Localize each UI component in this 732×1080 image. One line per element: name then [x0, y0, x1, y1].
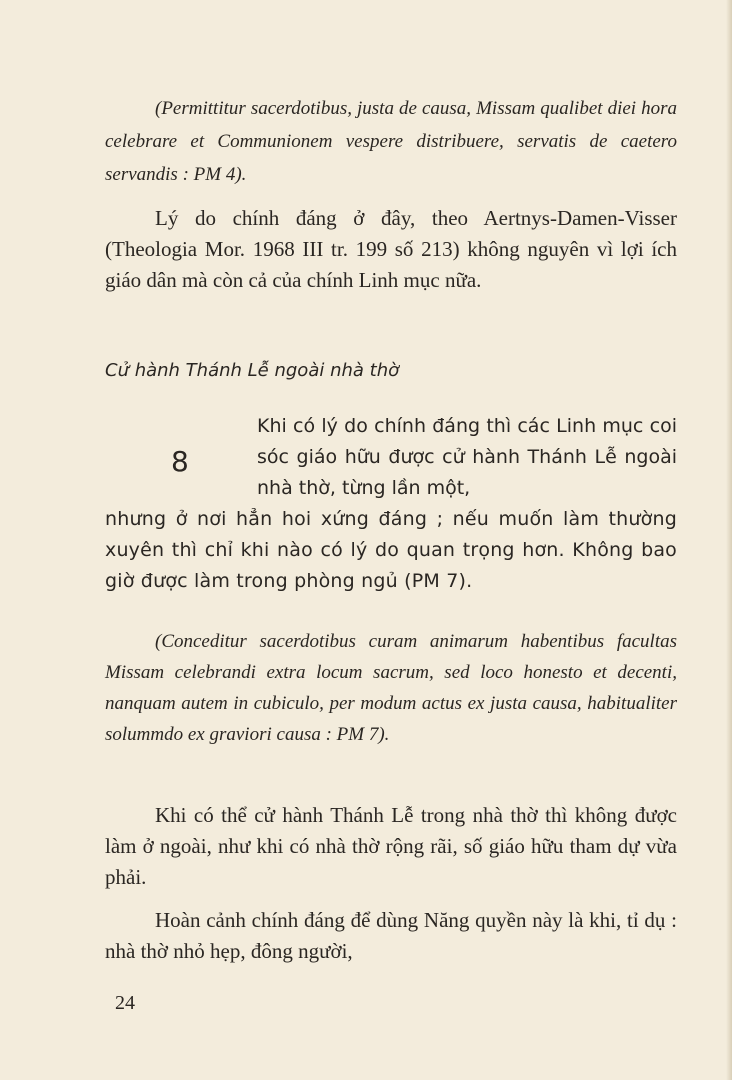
latin-quote-pm7: (Conceditur sacerdotibus curam animarum habentibus facultas Missam celebrandi extra locum sacrum, sed loco honesto et decenti, nanquam autem in cubiculo, per modum actus ex justa causa, habitualiter solummdo ex graviori causa : PM 7).	[105, 631, 677, 745]
page-edge-shadow	[726, 0, 732, 1080]
page-number: 24	[115, 992, 135, 1014]
paragraph-reason: Lý do chính đáng ở đây, theo Aertnys-Damen-Visser (Theologia Mor. 1968 III tr. 199 số 213) không nguyên vì lợi ích giáo dân mà còn cả của chính Linh mục nữa.	[105, 206, 677, 292]
section-rest-text: nhưng ở nơi hẳn hoi xứng đáng ; nếu muốn làm thường xuyên thì chỉ khi nào có lý do quan trọng hơn. Không bao giờ được làm trong phòng ngủ (PM 7).	[105, 508, 677, 592]
latin-quote-pm4: (Permittitur sacerdotibus, justa de causa, Missam qualibet diei hora celebrare et Communionem vespere distribuere, servatis de caetero servandis : PM 4).	[105, 98, 677, 185]
section-lead-text: Khi có lý do chính đáng thì các Linh mục coi sóc giáo hữu được cử hành Thánh Lễ ngoài nhà thờ, từng lần một,	[257, 415, 677, 499]
paragraph-circumstance: Hoàn cảnh chính đáng để dùng Năng quyền này là khi, tỉ dụ : nhà thờ nhỏ hẹp, đông người,	[105, 908, 677, 963]
section-number: 8	[171, 445, 189, 478]
section-heading: Cử hành Thánh Lễ ngoài nhà thờ	[105, 360, 400, 381]
section-8-block	[105, 411, 677, 597]
paragraph-church: Khi có thể cử hành Thánh Lễ trong nhà thờ thì không được làm ở ngoài, như khi có nhà thờ rộng rãi, số giáo hữu tham dự vừa phải.	[105, 803, 677, 889]
